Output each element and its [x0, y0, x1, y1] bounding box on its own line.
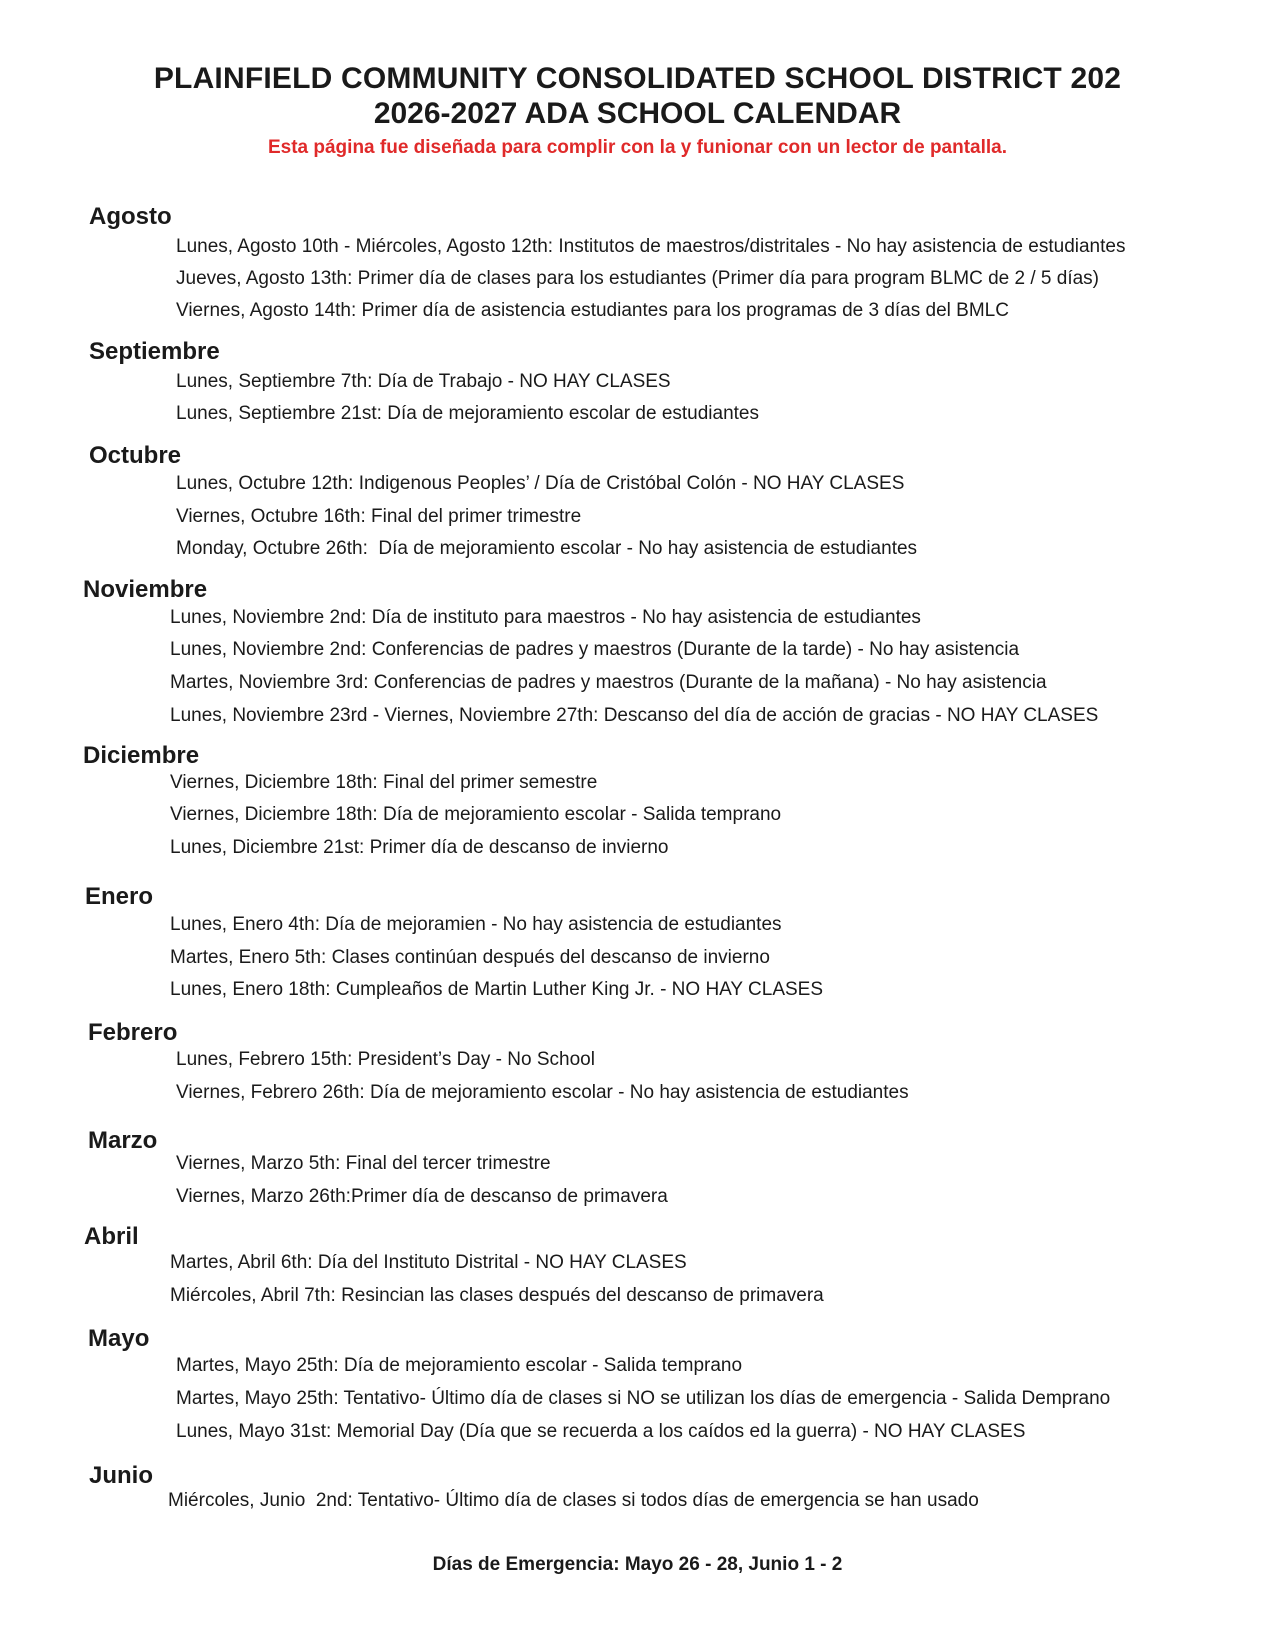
calendar-entry: Lunes, Octubre 12th: Indigenous Peoples’ / Día de Cristóbal Colón - NO HAY CLASES — [176, 473, 905, 494]
month-heading-diciembre: Diciembre — [83, 742, 200, 769]
calendar-entry: Viernes, Marzo 26th:Primer día de descanso de primavera — [176, 1186, 668, 1207]
calendar-entry: Lunes, Septiembre 7th: Día de Trabajo - NO HAY CLASES — [176, 371, 671, 392]
calendar-entry: Monday, Octubre 26th: Día de mejoramiento escolar - No hay asistencia de estudiantes — [176, 538, 918, 559]
month-heading-noviembre: Noviembre — [83, 576, 208, 603]
calendar-entry: Martes, Mayo 25th: Día de mejoramiento escolar - Salida temprano — [176, 1355, 743, 1376]
month-heading-marzo: Marzo — [88, 1127, 158, 1154]
calendar-entry: Miércoles, Junio 2nd: Tentativo- Último día de clases si todos días de emergencia se han usado — [168, 1490, 979, 1511]
month-heading-enero: Enero — [85, 883, 154, 910]
accessibility-note: Esta página fue diseñada para complir con la y funionar con un lector de pantalla. — [267, 137, 1008, 158]
calendar-entry: Viernes, Diciembre 18th: Final del primer semestre — [170, 772, 598, 793]
calendar-entry: Lunes, Noviembre 23rd - Viernes, Noviembre 27th: Descanso del día de acción de gracias - NO HAY CLASES — [170, 705, 1099, 726]
calendar-entry: Viernes, Marzo 5th: Final del tercer trimestre — [176, 1153, 551, 1174]
month-heading-abril: Abril — [84, 1223, 139, 1250]
calendar-entry: Viernes, Febrero 26th: Día de mejoramiento escolar - No hay asistencia de estudiantes — [176, 1082, 909, 1103]
calendar-entry: Martes, Noviembre 3rd: Conferencias de padres y maestros (Durante de la mañana) - No hay asistencia — [170, 672, 1047, 693]
month-heading-octubre: Octubre — [89, 442, 182, 469]
calendar-entry: Lunes, Enero 4th: Día de mejoramien - No hay asistencia de estudiantes — [170, 914, 782, 935]
calendar-entry: Viernes, Agosto 14th: Primer día de asistencia estudiantes para los programas de 3 días del BMLC — [176, 300, 1009, 321]
calendar-entry: Martes, Abril 6th: Día del Instituto Distrital - NO HAY CLASES — [170, 1252, 687, 1273]
calendar-entry: Lunes, Septiembre 21st: Día de mejoramiento escolar de estudiantes — [176, 403, 759, 424]
calendar-entry: Lunes, Noviembre 2nd: Día de instituto para maestros - No hay asistencia de estudiantes — [170, 607, 921, 628]
calendar-entry: Viernes, Diciembre 18th: Día de mejoramiento escolar - Salida temprano — [170, 804, 782, 825]
calendar-entry: Lunes, Enero 18th: Cumpleaños de Martin Luther King Jr. - NO HAY CLASES — [170, 979, 824, 1000]
calendar-entry: Lunes, Mayo 31st: Memorial Day (Día que se recuerda a los caídos ed la guerra) - NO HAY CLASES — [176, 1421, 1026, 1442]
month-heading-septiembre: Septiembre — [89, 338, 220, 365]
calendar-entry: Viernes, Octubre 16th: Final del primer trimestre — [176, 506, 582, 527]
calendar-entry: Lunes, Noviembre 2nd: Conferencias de padres y maestros (Durante de la tarde) - No hay asistencia — [170, 639, 1020, 660]
calendar-entry: Lunes, Febrero 15th: President’s Day - No School — [176, 1049, 595, 1070]
calendar-entry: Lunes, Agosto 10th - Miércoles, Agosto 12th: Institutos de maestros/distritales - No hay asistencia de estudiantes — [176, 236, 1126, 257]
month-heading-agosto: Agosto — [89, 203, 172, 230]
calendar-title: 2026-2027 ADA SCHOOL CALENDAR — [373, 97, 902, 130]
district-title: PLAINFIELD COMMUNITY CONSOLIDATED SCHOOL DISTRICT 202 — [153, 62, 1122, 95]
calendar-entry: Martes, Mayo 25th: Tentativo- Último día de clases si NO se utilizan los días de emergencia - Salida Demprano — [176, 1388, 1111, 1409]
calendar-entry: Jueves, Agosto 13th: Primer día de clases para los estudiantes (Primer día para program BLMC de 2 / 5 días) — [176, 268, 1100, 289]
calendar-entry: Miércoles, Abril 7th: Resincian las clases después del descanso de primavera — [170, 1285, 824, 1306]
month-heading-febrero: Febrero — [88, 1019, 178, 1046]
emergency-days-note: Días de Emergencia: Mayo 26 - 28, Junio 1 - 2 — [432, 1554, 843, 1575]
calendar-entry: Lunes, Diciembre 21st: Primer día de descanso de invierno — [170, 837, 669, 858]
month-heading-mayo: Mayo — [88, 1325, 150, 1352]
month-heading-junio: Junio — [89, 1462, 153, 1489]
calendar-entry: Martes, Enero 5th: Clases continúan después del descanso de invierno — [170, 947, 770, 968]
